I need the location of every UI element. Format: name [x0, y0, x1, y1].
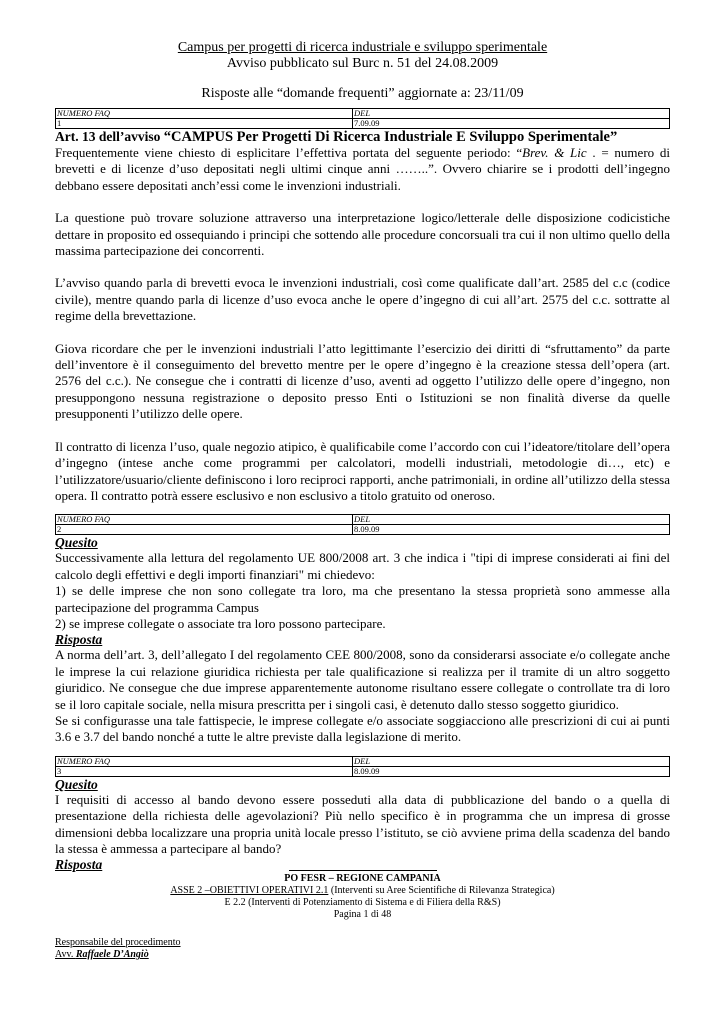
document-header — [55, 40, 670, 102]
footer-e22: E 2.2 (Interventi di Potenziamento di Sistema e di Filiera della R&S) — [224, 897, 501, 908]
faq2-risposta-label: Risposta — [55, 632, 103, 648]
faq2-quesito-label: Quesito — [55, 535, 98, 551]
footer-asse-rest: (Interventi su Aree Scientifiche di Rilevanza Strategica) — [328, 885, 555, 896]
responsible-name: Raffaele D’Angiò — [75, 949, 149, 960]
faq-date-header: DEL — [353, 109, 670, 119]
faq-number: 1 — [56, 119, 353, 129]
faq-number-header: NUMERO FAQ — [56, 756, 353, 766]
page-footer — [55, 870, 670, 961]
faq-table-1 — [55, 108, 670, 129]
faq2-question-3: 2) se imprese collegate o associate tra loro possono partecipare. — [55, 615, 386, 631]
faq1-p1-italic: Brev. & Lic — [522, 145, 587, 160]
faq1-p1-text-a: Frequentemente viene chiesto di esplicitare l’effettiva portata del seguente periodo: “ — [55, 145, 523, 160]
document-page — [55, 40, 670, 872]
header-avviso: Avviso pubblicato sul Burc n. 51 del 24.08.2009 — [226, 56, 499, 71]
faq-date: 7.09.09 — [353, 119, 670, 129]
footer-program: PO FESR – REGIONE CAMPANIA — [284, 873, 441, 884]
footer-page-prefix: Pagina — [333, 909, 364, 920]
responsible-block — [55, 937, 670, 961]
faq3-quesito-label: Quesito — [55, 776, 98, 792]
faq-number-header: NUMERO FAQ — [56, 515, 353, 525]
faq-number: 2 — [56, 525, 353, 535]
faq1-title-main: “CAMPUS Per Progetti Di Ricerca Industriale E Sviluppo Sperimentale” — [163, 129, 618, 145]
faq-date: 8.09.09 — [353, 766, 670, 776]
faq-table-3 — [55, 756, 670, 777]
faq2-question-2: 1) se delle imprese che non sono collegate tra loro, ma che presentano la stessa proprietà sono ammesse alla partecipazione del programma Campus — [55, 583, 670, 615]
responsible-label: Responsabile del procedimento — [55, 937, 181, 948]
header-title: Campus per progetti di ricerca industriale e sviluppo sperimentale — [177, 40, 548, 55]
footer-asse — [55, 885, 670, 897]
footer-divider — [289, 870, 437, 871]
faq-number-header: NUMERO FAQ — [56, 109, 353, 119]
faq1-paragraph-3: L’avviso quando parla di brevetti evoca le invenzioni industriali, così come qualificate dall’art. 2585 del c.c (codice civile), mentre quando parla di licenze d’uso evoca anche le opere d’ingegno di cui all’art. 2575 del c.c. sottratte al regime della brevettazione. — [55, 275, 670, 324]
footer-pagination — [55, 909, 670, 921]
faq1-paragraph-4: Giova ricordare che per le invenzioni industriali l’atto legittimante l’esercizio dei diritti di “sfruttamento” da parte dell’inventore è il conseguimento del brevetto mentre per le opere d’ingegno è la creazione stessa dell’opera (art. 2576 del c.c.). Ne consegue che i contratti di licenze d’uso, aventi ad oggetto l’utilizzo delle opere d’ingegno, non presuppongono nessuna registrazione o deposito presso Enti o Istituzioni se non finalità diverse da quelle presupponenti l’utilizzo delle opere. — [55, 340, 670, 422]
faq1-paragraph-1 — [55, 145, 670, 194]
faq-date-header: DEL — [353, 515, 670, 525]
faq-date: 8.09.09 — [353, 525, 670, 535]
faq2-answer-2: Se si configurasse una tale fattispecie, le imprese collegate e/o associate soggiacciono alle prescrizioni di cui ai punti 3.6 e 3.7 del bando nonché a tutte le altre previste dalla legislazione di merito. — [55, 712, 670, 745]
faq-date-header: DEL — [353, 756, 670, 766]
responsible-prefix: Avv. — [55, 949, 76, 960]
header-update-date: Risposte alle “domande frequenti” aggiornate a: 23/11/09 — [201, 86, 524, 101]
faq1-paragraph-5: Il contratto di licenza l’uso, quale negozio atipico, è qualificabile come l’accordo con cui l’ideatore/titolare dell’opera d’ingegno (intese anche come programmi per calcolatori, modelli industriali, metodologie di…, etc) e l’utilizzatore/usuario/cliente definiscono i loro reciproci rapporti, anche patrimoniali, in ordine all’utilizzo della stessa opera. Il contratto potrà essere esclusivo e non esclusivo a titolo gratuito od oneroso. — [55, 438, 670, 503]
faq2-answer-1: A norma dell’art. 3, dell’allegato I del regolamento CEE 800/2008, sono da considerarsi associate e/o collegate anche le imprese la cui relazione giuridica richiesta per tale qualificazione si realizza per il tramite di un altro soggetto giuridico. Ne consegue che due imprese apparentemente autonome risultano essere collegate o controllate tra di loro se il loro capitale sociale, nella misura prescritta per i singoli casi, è detenuto dallo stesso soggetto giuridico. — [55, 647, 670, 712]
footer-page-current: 1 — [363, 909, 369, 920]
faq1-title-prefix: Art. 13 dell’avviso — [55, 129, 164, 144]
faq3-risposta-label: Risposta — [55, 857, 103, 873]
faq-number: 3 — [56, 766, 353, 776]
faq2-question-1: Successivamente alla lettura del regolamento UE 800/2008 art. 3 che indica i "tipi di imprese considerati ai fini del calcolo degli effettivi e degli importi finanziari" mi chiedevo: — [55, 550, 670, 582]
faq3-question-1: I requisiti di accesso al bando devono essere posseduti alla data di pubblicazione del bando o a quella di presentazione della richiesta delle agevolazioni? Più nello specifico è in programma che un impresa di grosse dimensioni debba localizzare una propria unità locale presso l’istituto, se ciò avviene prima della scadenza del bando la stessa è ammessa a partecipare al bando? — [55, 791, 670, 856]
faq1-p1-text-b: . = numero di brevetti e di licenze d’uso depositati negli ultimi cinque anni ……..”. Ovvero chiarire se i prodotti dell’ingegno debbano essere depositati anch’essi come le invenzioni industriali. — [55, 145, 670, 193]
faq-table-2 — [55, 514, 670, 535]
responsible-person — [55, 949, 670, 961]
footer-page-middle: di — [368, 909, 382, 920]
faq1-title — [55, 129, 670, 145]
footer-page-total: 48 — [381, 909, 392, 920]
footer-asse-link: ASSE 2 –OBIETTIVI OPERATIVI 2.1 — [170, 885, 329, 896]
faq1-paragraph-2: La questione può trovare soluzione attraverso una interpretazione logico/letterale delle disposizione codicistiche dettare in proposito ed ossequiando i principi che sottendo alle procedure concorsuali tra cui il non ultimo quello della massima partecipazione dei concorrenti. — [55, 210, 670, 259]
